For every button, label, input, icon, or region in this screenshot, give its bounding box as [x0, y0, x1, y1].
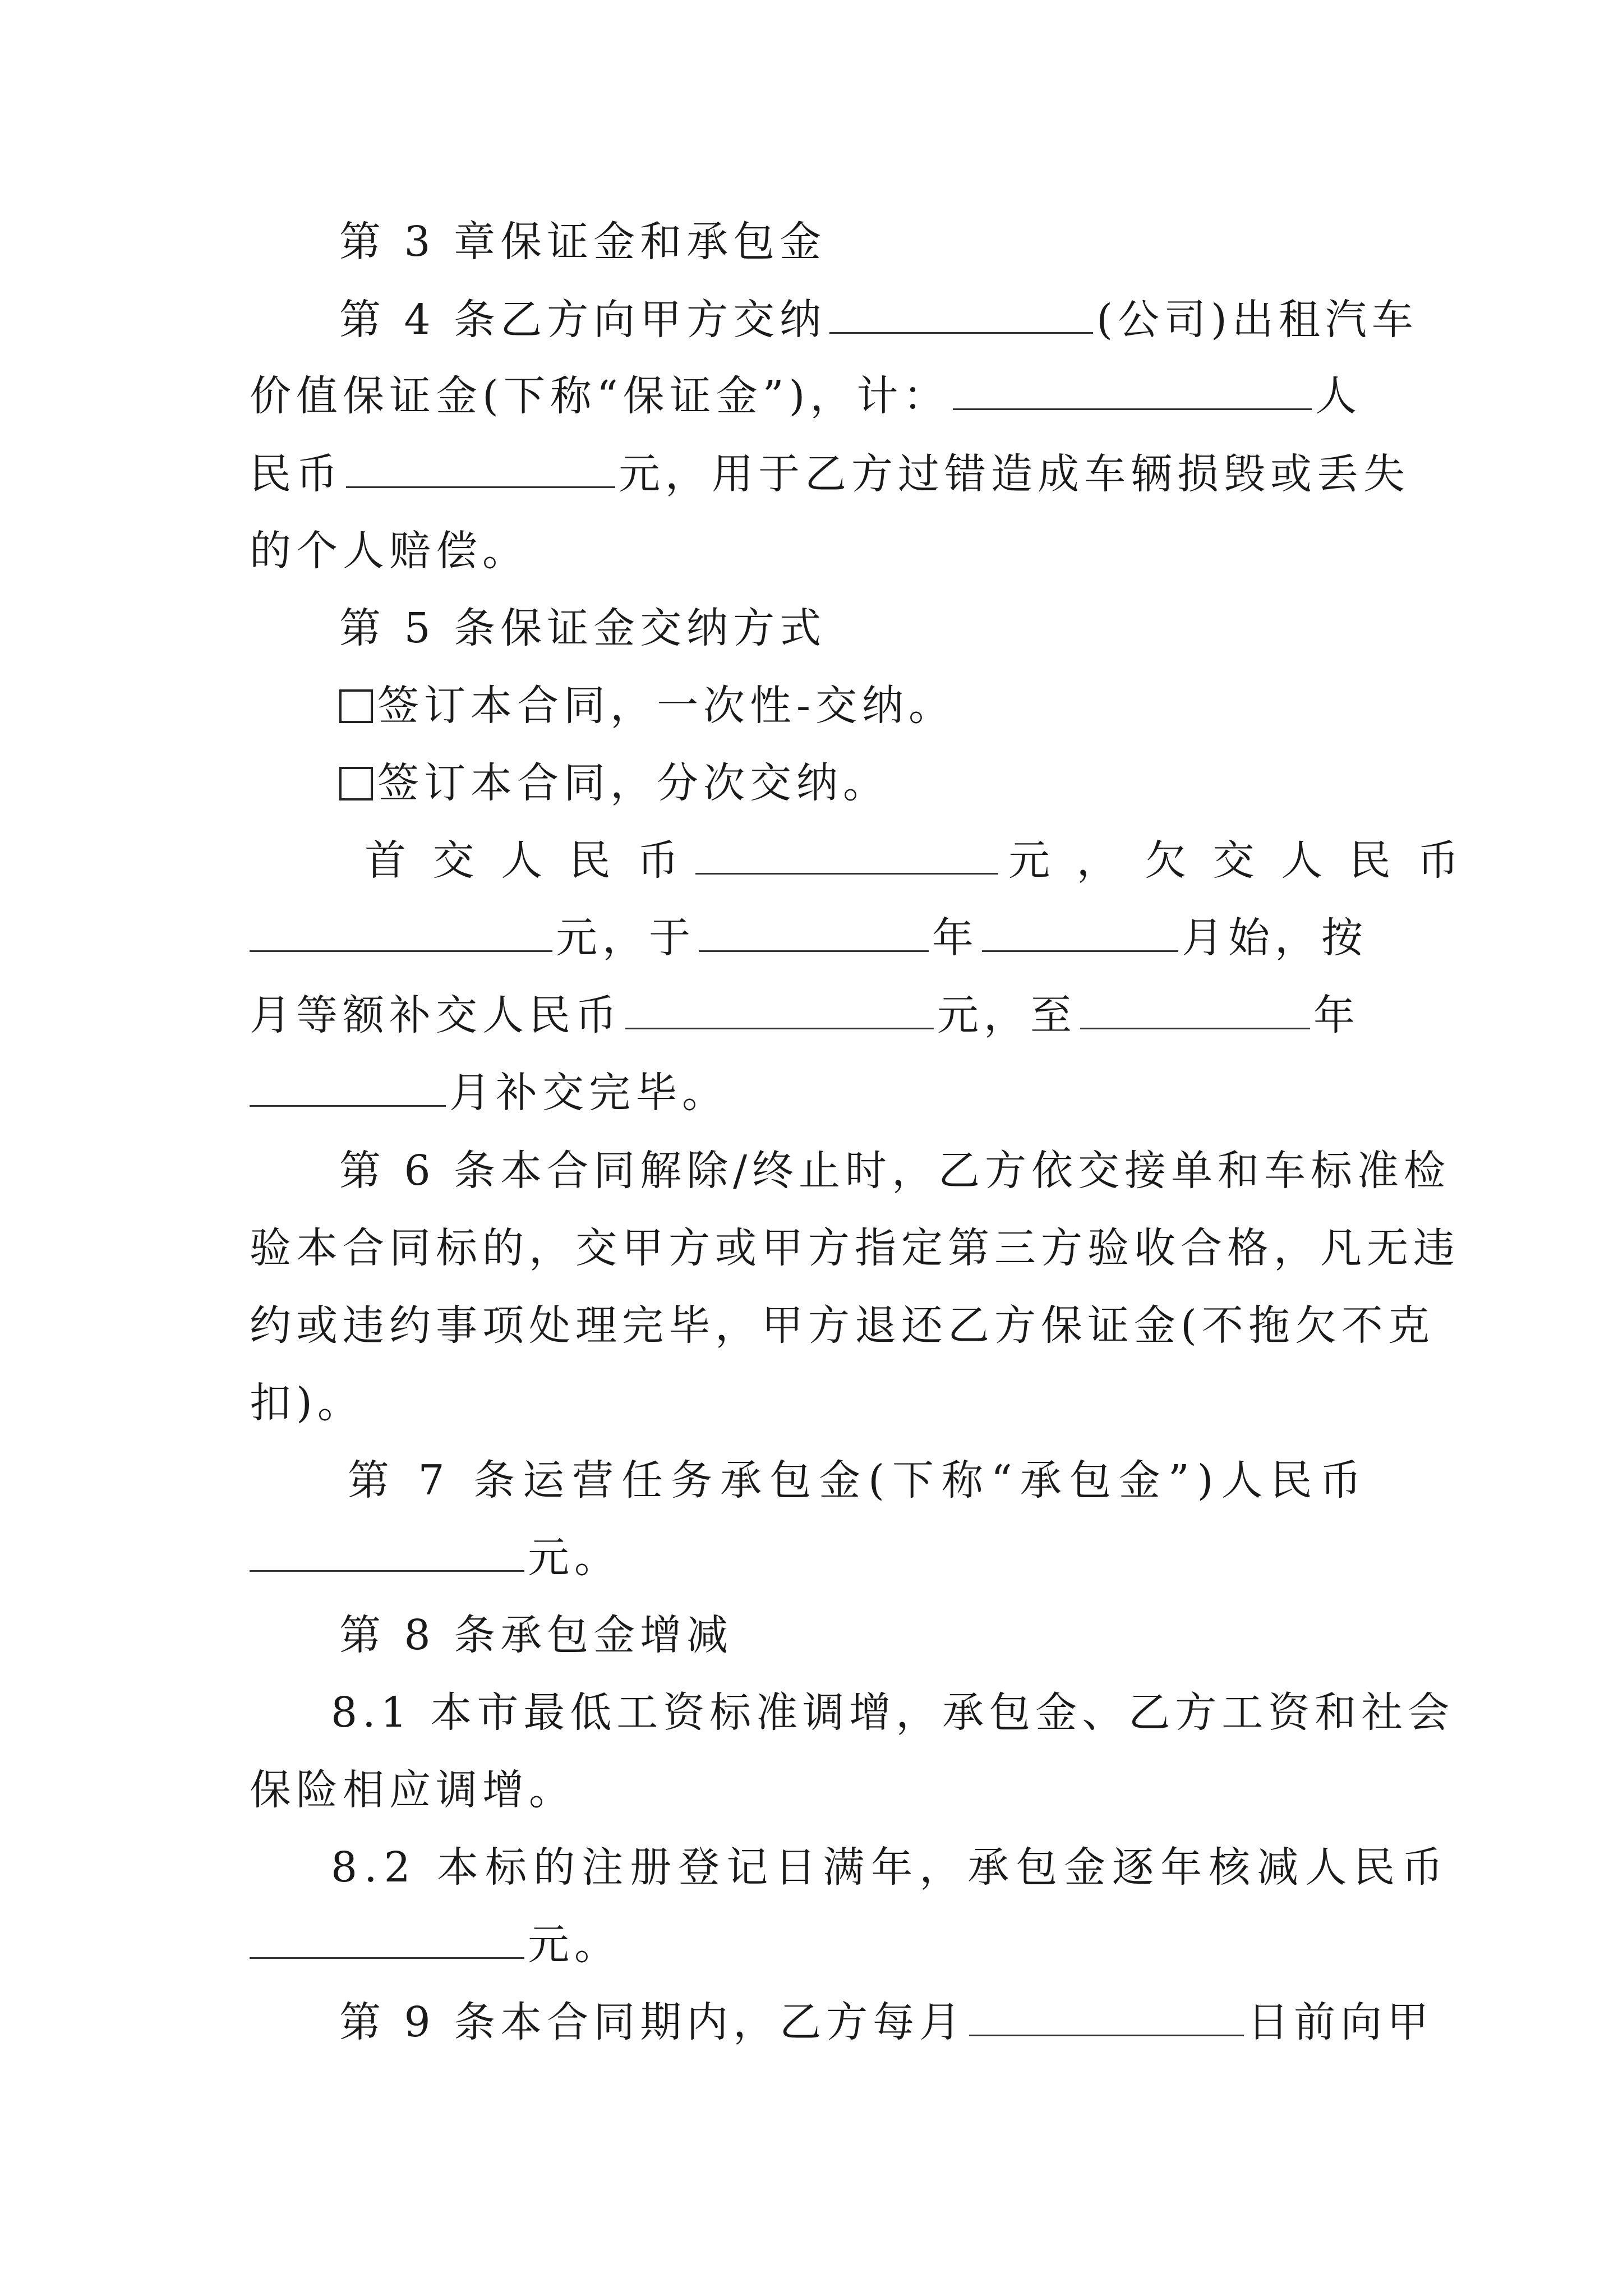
chapter-heading: 第 3 章保证金和承包金 — [339, 218, 827, 266]
installment-line-3: 月等额补交人民币 元，至 年 — [250, 982, 1388, 1049]
blank-contract-fee[interactable] — [250, 1531, 524, 1572]
blank-first-payment[interactable] — [695, 834, 998, 875]
option-one-time: 签订本合同，一次性-交纳。 — [339, 672, 1388, 739]
article-5-heading: 第 5 条保证金交纳方式 — [339, 604, 827, 652]
blank-remaining-amount[interactable] — [250, 911, 552, 952]
article-6-line-3: 约或违约事项处理完毕，甲方退还乙方保证金(不拖欠不克 — [250, 1301, 1435, 1350]
clause-8-2-line-2: 元。 — [250, 1911, 1388, 1978]
clause-8-1-line-1: 8.1 本市最低工资标准调增，承包金、乙方工资和社会 — [331, 1688, 1455, 1737]
article-4-line-3: 民币 元，用于乙方过错造成车辆损毁或丢失 — [250, 440, 1388, 508]
article-7-line-2: 元。 — [250, 1524, 1388, 1591]
article-8-heading: 第 8 条承包金增减 — [339, 1611, 734, 1659]
blank-monthly-amount[interactable] — [625, 988, 934, 1029]
article-4-line-2: 价值保证金(下称“保证金”)，计： 人 — [250, 362, 1388, 430]
clause-8-1-line-2: 保险相应调增。 — [250, 1766, 575, 1814]
blank-end-year[interactable] — [1080, 988, 1310, 1029]
article-4-line-4: 的个人赔偿。 — [250, 527, 529, 575]
article-6-line-1: 第 6 条本合同解除/终止时，乙方依交接单和车标准检 — [339, 1147, 1451, 1195]
article-6-line-2: 验本合同标的，交甲方或甲方指定第三方验收合格，凡无违 — [250, 1224, 1460, 1272]
installment-line-2: 元，于 年 月始，按 — [250, 904, 1388, 972]
blank-deposit-rmb[interactable] — [346, 447, 615, 488]
blank-annual-reduction[interactable] — [250, 1918, 524, 1959]
article-4-line-1: 第 4 条乙方向甲方交纳 (公司)出租汽车 — [339, 286, 1388, 353]
clause-8-2-line-1: 8.2 本标的注册登记日满年，承包金逐年核减人民币 — [331, 1843, 1450, 1892]
installment-line-4: 月补交完毕。 — [250, 1059, 1388, 1126]
checkbox-one-time[interactable] — [339, 689, 373, 723]
blank-start-month[interactable] — [982, 911, 1178, 952]
blank-monthly-day[interactable] — [969, 1995, 1244, 2036]
option-installments: 签订本合同，分次交纳。 — [339, 749, 1388, 817]
article-7-line-1: 第 7 条运营任务承包金(下称“承包金”)人民币 — [348, 1456, 1370, 1504]
article-6-line-4: 扣)。 — [250, 1379, 364, 1427]
article-9-line-1: 第 9 条本合同期内，乙方每月 日前向甲 — [339, 1989, 1388, 2056]
blank-company-field[interactable] — [829, 293, 1093, 334]
blank-deposit-amount[interactable] — [953, 369, 1312, 410]
installment-line-1: 首 交 人 民 币 元 ， 欠 交 人 民 币 — [365, 827, 1388, 894]
checkbox-installments[interactable] — [339, 767, 373, 800]
blank-end-month[interactable] — [250, 1066, 446, 1107]
blank-start-year[interactable] — [699, 911, 929, 952]
